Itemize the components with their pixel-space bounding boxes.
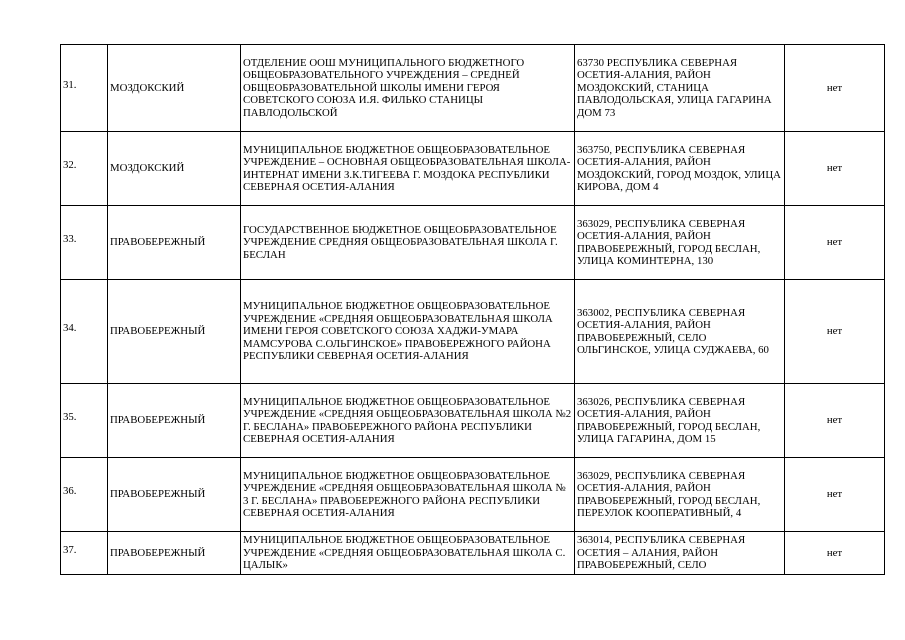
row-number: 36. (61, 458, 108, 532)
note-cell: нет (785, 280, 885, 384)
table-row (61, 45, 885, 132)
row-number: 32. (61, 132, 108, 206)
district-cell: МОЗДОКСКИЙ (108, 45, 241, 132)
district-cell: ПРАВОБЕРЕЖНЫЙ (108, 206, 241, 280)
table-row (61, 206, 885, 280)
schools-table (60, 44, 885, 575)
school-name-cell: МУНИЦИПАЛЬНОЕ БЮДЖЕТНОЕ ОБЩЕОБРАЗОВАТЕЛЬНОЕ УЧРЕЖДЕНИЕ – ОСНОВНАЯ ОБЩЕОБРАЗОВАТЕЛЬНАЯ ШКОЛА-ИНТЕРНАТ ИМЕНИ З.К.ТИГЕЕВА Г. МОЗДОКА РЕСПУБЛИКИ СЕВЕРНАЯ ОСЕТИЯ-АЛАНИЯ (241, 132, 575, 206)
address-cell: 63730 РЕСПУБЛИКА СЕВЕРНАЯ ОСЕТИЯ-АЛАНИЯ, РАЙОН МОЗДОКСКИЙ, СТАНИЦА ПАВЛОДОЛЬСКАЯ, УЛИЦА ГАГАРИНА ДОМ 73 (575, 45, 785, 132)
row-number: 31. (61, 45, 108, 132)
district-cell: ПРАВОБЕРЕЖНЫЙ (108, 532, 241, 575)
school-name-cell: МУНИЦИПАЛЬНОЕ БЮДЖЕТНОЕ ОБЩЕОБРАЗОВАТЕЛЬНОЕ УЧРЕЖДЕНИЕ «СРЕДНЯЯ ОБЩЕОБРАЗОВАТЕЛЬНАЯ ШКОЛА № 3 Г. БЕСЛАНА» ПРАВОБЕРЕЖНОГО РАЙОНА РЕСПУБЛИКИ СЕВЕРНАЯ ОСЕТИЯ-АЛАНИЯ (241, 458, 575, 532)
address-cell: 363014, РЕСПУБЛИКА СЕВЕРНАЯ ОСЕТИЯ – АЛАНИЯ, РАЙОН ПРАВОБЕРЕЖНЫЙ, СЕЛО (575, 532, 785, 575)
row-number: 37. (61, 532, 108, 575)
row-number: 34. (61, 280, 108, 384)
school-name-cell: ГОСУДАРСТВЕННОЕ БЮДЖЕТНОЕ ОБЩЕОБРАЗОВАТЕЛЬНОЕ УЧРЕЖДЕНИЕ СРЕДНЯЯ ОБЩЕОБРАЗОВАТЕЛЬНАЯ ШКОЛА Г. БЕСЛАН (241, 206, 575, 280)
district-cell: МОЗДОКСКИЙ (108, 132, 241, 206)
note-cell: нет (785, 384, 885, 458)
row-number: 35. (61, 384, 108, 458)
note-cell: нет (785, 458, 885, 532)
district-cell: ПРАВОБЕРЕЖНЫЙ (108, 384, 241, 458)
address-cell: 363750, РЕСПУБЛИКА СЕВЕРНАЯ ОСЕТИЯ-АЛАНИЯ, РАЙОН МОЗДОКСКИЙ, ГОРОД МОЗДОК, УЛИЦА КИРОВА, ДОМ 4 (575, 132, 785, 206)
note-cell: нет (785, 206, 885, 280)
school-name-cell: МУНИЦИПАЛЬНОЕ БЮДЖЕТНОЕ ОБЩЕОБРАЗОВАТЕЛЬНОЕ УЧРЕЖДЕНИЕ «СРЕДНЯЯ ОБЩЕОБРАЗОВАТЕЛЬНАЯ ШКОЛА №2 Г. БЕСЛАНА» ПРАВОБЕРЕЖНОГО РАЙОНА РЕСПУБЛИКИ СЕВЕРНАЯ ОСЕТИЯ-АЛАНИЯ (241, 384, 575, 458)
school-name-cell: ОТДЕЛЕНИЕ ООШ МУНИЦИПАЛЬНОГО БЮДЖЕТНОГО ОБЩЕОБРАЗОВАТЕЛЬНОГО УЧРЕЖДЕНИЯ – СРЕДНЕЙ ОБЩЕОБРАЗОВАТЕЛЬНОЙ ШКОЛЫ ИМЕНИ ГЕРОЯ СОВЕТСКОГО СОЮЗА И.Я. ФИЛЬКО СТАНИЦЫ ПАВЛОДОЛЬСКОЙ (241, 45, 575, 132)
address-cell: 363029, РЕСПУБЛИКА СЕВЕРНАЯ ОСЕТИЯ-АЛАНИЯ, РАЙОН ПРАВОБЕРЕЖНЫЙ, ГОРОД БЕСЛАН, ПЕРЕУЛОК КООПЕРАТИВНЫЙ, 4 (575, 458, 785, 532)
school-name-cell: МУНИЦИПАЛЬНОЕ БЮДЖЕТНОЕ ОБЩЕОБРАЗОВАТЕЛЬНОЕ УЧРЕЖДЕНИЕ «СРЕДНЯЯ ОБЩЕОБРАЗОВАТЕЛЬНАЯ ШКОЛА С. ЦАЛЫК» (241, 532, 575, 575)
table-row (61, 384, 885, 458)
district-cell: ПРАВОБЕРЕЖНЫЙ (108, 280, 241, 384)
note-cell: нет (785, 132, 885, 206)
table-row (61, 280, 885, 384)
district-cell: ПРАВОБЕРЕЖНЫЙ (108, 458, 241, 532)
note-cell: нет (785, 45, 885, 132)
table-row (61, 458, 885, 532)
address-cell: 363029, РЕСПУБЛИКА СЕВЕРНАЯ ОСЕТИЯ-АЛАНИЯ, РАЙОН ПРАВОБЕРЕЖНЫЙ, ГОРОД БЕСЛАН, УЛИЦА КОМИНТЕРНА, 130 (575, 206, 785, 280)
address-cell: 363026, РЕСПУБЛИКА СЕВЕРНАЯ ОСЕТИЯ-АЛАНИЯ, РАЙОН ПРАВОБЕРЕЖНЫЙ, ГОРОД БЕСЛАН, УЛИЦА ГАГАРИНА, ДОМ 15 (575, 384, 785, 458)
table-row (61, 532, 885, 575)
address-cell: 363002, РЕСПУБЛИКА СЕВЕРНАЯ ОСЕТИЯ-АЛАНИЯ, РАЙОН ПРАВОБЕРЕЖНЫЙ, СЕЛО ОЛЬГИНСКОЕ, УЛИЦА СУДЖАЕВА, 60 (575, 280, 785, 384)
note-cell: нет (785, 532, 885, 575)
table-row (61, 132, 885, 206)
school-name-cell: МУНИЦИПАЛЬНОЕ БЮДЖЕТНОЕ ОБЩЕОБРАЗОВАТЕЛЬНОЕ УЧРЕЖДЕНИЕ «СРЕДНЯЯ ОБЩЕОБРАЗОВАТЕЛЬНАЯ ШКОЛА ИМЕНИ ГЕРОЯ СОВЕТСКОГО СОЮЗА ХАДЖИ-УМАРА МАМСУРОВА С.ОЛЬГИНСКОЕ» ПРАВОБЕРЕЖНОГО РАЙОНА РЕСПУБЛИКИ СЕВЕРНАЯ ОСЕТИЯ-АЛАНИЯ (241, 280, 575, 384)
row-number: 33. (61, 206, 108, 280)
